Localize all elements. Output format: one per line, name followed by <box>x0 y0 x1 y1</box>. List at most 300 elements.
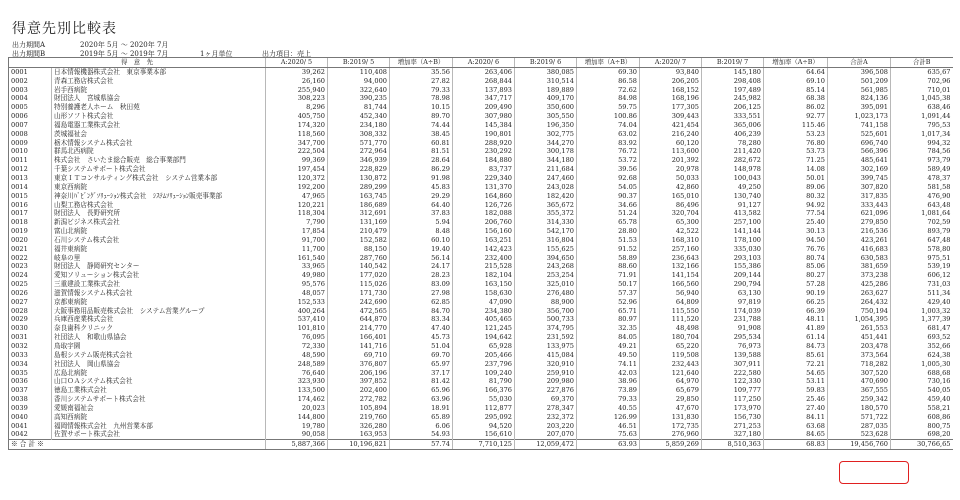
totals-row <box>9 440 953 450</box>
table-cell: 186,689 <box>328 201 390 210</box>
table-cell: 74.11 <box>577 360 640 369</box>
table-cell: 126.99 <box>577 413 640 422</box>
table-cell: 19,780 <box>266 422 328 431</box>
table-cell: 84.05 <box>577 333 640 342</box>
col-header: B:2019/ 6 <box>515 58 577 68</box>
customer-code: 0021 <box>9 245 52 254</box>
table-cell: 48.11 <box>764 315 828 324</box>
table-cell: 81,744 <box>328 103 390 112</box>
table-cell: 65.97 <box>390 360 453 369</box>
table-cell: 232,372 <box>515 413 577 422</box>
table-cell: 65,928 <box>453 342 515 351</box>
table-cell: 259,342 <box>828 395 891 404</box>
customer-name: 神奈川ﾊﾞﾋﾞﾝｸﾞｿﾘｭｰｼｮﾝ株式会社 ｼｽﾃﾑｿﾘｭｰｼｮﾝ販売事業部 <box>52 192 266 201</box>
table-cell: 381,659 <box>828 262 891 271</box>
table-cell: 376,807 <box>328 360 390 369</box>
table-cell: 367,555 <box>828 386 891 395</box>
customer-name: 財団法人 静岡研究センター <box>52 262 266 271</box>
table-cell: 59.83 <box>764 386 828 395</box>
customer-name: 奈良歯科クリニック <box>52 324 266 333</box>
table-cell: 824,136 <box>828 94 891 103</box>
table-cell: 698,20 <box>891 430 953 439</box>
output-item: 出力項目：売上 <box>262 50 311 58</box>
table-cell: 45.73 <box>390 333 453 342</box>
table-cell: 76,973 <box>702 342 764 351</box>
customer-code: 0036 <box>9 377 52 386</box>
table-cell: 643,48 <box>891 201 953 210</box>
table-cell: 168,310 <box>640 236 702 245</box>
table-cell: 109,240 <box>453 369 515 378</box>
table-cell: 182,104 <box>453 271 515 280</box>
table-cell: 171,730 <box>328 289 390 298</box>
table-cell: 228,829 <box>328 165 390 174</box>
table-cell: 571,722 <box>828 413 891 422</box>
table-cell: 120,221 <box>266 201 328 210</box>
table-cell: 973,79 <box>891 156 953 165</box>
table-cell: 19.40 <box>390 245 453 254</box>
table-cell: 5.94 <box>390 218 453 227</box>
table-cell: 54.05 <box>577 183 640 192</box>
customer-name: 三重建設工業株式会社 <box>52 280 266 289</box>
table-cell: 177,020 <box>328 271 390 280</box>
table-cell: 131,830 <box>640 413 702 422</box>
table-cell: 245,982 <box>702 94 764 103</box>
table-row <box>9 271 953 280</box>
table-cell: 1,005,30 <box>891 360 953 369</box>
customer-code: 0019 <box>9 227 52 236</box>
table-cell: 416,683 <box>828 245 891 254</box>
table-row <box>9 67 953 76</box>
table-cell: 399,745 <box>828 174 891 183</box>
table-row <box>9 94 953 103</box>
table-cell: 122,330 <box>702 377 764 386</box>
table-cell: 397,852 <box>328 377 390 386</box>
customer-name: 青森工務店株式会社 <box>52 77 266 86</box>
table-cell: 131,370 <box>453 183 515 192</box>
table-cell: 73.89 <box>577 386 640 395</box>
table-cell: 155,386 <box>702 262 764 271</box>
customer-name: 群馬北西病院 <box>52 147 266 156</box>
table-cell: 105,894 <box>328 404 390 413</box>
table-cell: 566,396 <box>828 147 891 156</box>
table-row <box>9 324 953 333</box>
customer-name: 株式会社 さいたま総合販売 総合事業部門 <box>52 156 266 165</box>
table-cell: 178,100 <box>702 236 764 245</box>
table-cell: 35.56 <box>390 67 453 76</box>
totals-label: ※ 合 計 ※ <box>9 440 266 450</box>
table-cell: 148,978 <box>702 165 764 174</box>
table-cell: 94,520 <box>453 422 515 431</box>
table-row <box>9 139 953 148</box>
table-cell: 76.72 <box>577 147 640 156</box>
table-cell: 540,05 <box>891 386 953 395</box>
table-cell: 268,844 <box>453 77 515 86</box>
table-cell: 511,34 <box>891 289 953 298</box>
table-row <box>9 342 953 351</box>
customer-code: 0031 <box>9 333 52 342</box>
table-cell: 201,392 <box>640 156 702 165</box>
table-cell: 307,980 <box>453 112 515 121</box>
table-row <box>9 201 953 210</box>
table-cell: 356,700 <box>515 307 577 316</box>
customer-name: 高知西病院 <box>52 413 266 422</box>
table-row <box>9 147 953 156</box>
table-cell: 696,740 <box>828 139 891 148</box>
customer-name: 財団法人 長野研究所 <box>52 209 266 218</box>
table-cell: 80.27 <box>764 271 828 280</box>
customer-name: 愛知ソリューション株式会社 <box>52 271 266 280</box>
table-cell: 95,576 <box>266 280 328 289</box>
table-cell: 347,700 <box>266 139 328 148</box>
table-cell: 558,21 <box>891 404 953 413</box>
table-cell: 62.85 <box>390 298 453 307</box>
table-row <box>9 262 953 271</box>
customer-name: 山形ソフト株式会社 <box>52 112 266 121</box>
table-cell: 83.34 <box>390 315 453 324</box>
table-cell: 60.10 <box>390 236 453 245</box>
table-cell: 10,196,821 <box>328 440 390 450</box>
table-cell: 76,095 <box>266 333 328 342</box>
table-cell: 94.92 <box>764 201 828 210</box>
table-cell: 65,679 <box>640 386 702 395</box>
table-cell: 47,670 <box>640 404 702 413</box>
table-cell: 94,000 <box>328 77 390 86</box>
table-cell: 795,53 <box>891 121 953 130</box>
table-cell: 165,010 <box>640 192 702 201</box>
table-cell: 589,49 <box>891 165 953 174</box>
table-cell: 975,51 <box>891 254 953 263</box>
table-row <box>9 280 953 289</box>
table-cell: 307,911 <box>702 360 764 369</box>
table-cell: 79.33 <box>390 86 453 95</box>
customer-name: 福井東病院 <box>52 245 266 254</box>
table-cell: 272,782 <box>328 395 390 404</box>
table-cell: 578,80 <box>891 245 953 254</box>
customer-code: 0030 <box>9 324 52 333</box>
table-cell: 312,691 <box>328 209 390 218</box>
table-cell: 25.46 <box>764 395 828 404</box>
table-cell: 61.14 <box>764 333 828 342</box>
table-cell: 229,340 <box>453 174 515 183</box>
customer-name: 愛媛南福祉会 <box>52 404 266 413</box>
table-row <box>9 209 953 218</box>
table-cell: 152,582 <box>328 236 390 245</box>
table-cell: 365,672 <box>515 201 577 210</box>
table-cell: 66.25 <box>764 298 828 307</box>
table-cell: 168,152 <box>640 86 702 95</box>
table-cell: 459,40 <box>891 395 953 404</box>
customer-code: 0002 <box>9 77 52 86</box>
table-cell: 81,790 <box>453 377 515 386</box>
table-cell: 214,770 <box>328 324 390 333</box>
table-cell: 34.66 <box>577 201 640 210</box>
table-cell: 163,150 <box>453 280 515 289</box>
table-row <box>9 404 953 413</box>
customer-name: 兵庫西産業株式会社 <box>52 315 266 324</box>
table-cell: 624,38 <box>891 351 953 360</box>
table-cell: 30,766,65 <box>891 440 953 450</box>
customer-name: 広島北病院 <box>52 369 266 378</box>
table-cell: 561,985 <box>828 86 891 95</box>
table-cell: 47.40 <box>390 324 453 333</box>
table-cell: 1,023,173 <box>828 112 891 121</box>
table-cell: 65.78 <box>577 218 640 227</box>
table-cell: 539,19 <box>891 262 953 271</box>
customer-name: 福島電器工業株式会社 <box>52 121 266 130</box>
period-a-label: 出力期間A <box>12 41 46 49</box>
table-cell: 1,054,395 <box>828 315 891 324</box>
table-cell: 350,600 <box>515 103 577 112</box>
table-cell: 365,006 <box>702 121 764 130</box>
table-cell: 279,850 <box>828 218 891 227</box>
table-cell: 51.24 <box>577 209 640 218</box>
customer-code: 0023 <box>9 262 52 271</box>
customer-code: 0013 <box>9 174 52 183</box>
col-header: B:2019/ 5 <box>328 58 390 68</box>
table-cell: 236,643 <box>640 254 702 263</box>
table-row <box>9 245 953 254</box>
table-cell: 132,166 <box>640 262 702 271</box>
table-cell: 784,56 <box>891 147 953 156</box>
table-cell: 142,423 <box>453 245 515 254</box>
table-cell: 423,261 <box>828 236 891 245</box>
table-cell: 718,282 <box>828 360 891 369</box>
table-cell: 374,795 <box>515 324 577 333</box>
table-cell: 85.14 <box>764 86 828 95</box>
table-cell: 54.93 <box>390 430 453 439</box>
customer-code: 0041 <box>9 422 52 431</box>
table-cell: 800,75 <box>891 422 953 431</box>
table-cell: 119,508 <box>640 351 702 360</box>
table-cell: 51.53 <box>577 236 640 245</box>
table-cell: 290,794 <box>702 280 764 289</box>
table-cell: 86.29 <box>390 165 453 174</box>
table-cell: 326,280 <box>328 422 390 431</box>
table-cell: 64.40 <box>390 201 453 210</box>
table-cell: 335,030 <box>702 245 764 254</box>
table-cell: 85.61 <box>764 351 828 360</box>
customer-code: 0018 <box>9 218 52 227</box>
table-cell: 211,420 <box>702 147 764 156</box>
table-cell: 409,170 <box>515 94 577 103</box>
table-cell: 293,103 <box>702 254 764 263</box>
customer-name: 新潟ビジネス株式会社 <box>52 218 266 227</box>
table-cell: 49,250 <box>702 183 764 192</box>
table-cell: 117,250 <box>702 395 764 404</box>
customer-name: 徳島工業株式会社 <box>52 386 266 395</box>
table-cell: 133,975 <box>515 342 577 351</box>
table-cell: 264,432 <box>828 298 891 307</box>
period-a-range: 2020年 5月 ～ 2020年 7月 <box>80 41 169 49</box>
col-header: 合計A <box>828 58 891 68</box>
table-row <box>9 121 953 130</box>
table-cell: 58.89 <box>577 254 640 263</box>
table-cell: 47,090 <box>453 298 515 307</box>
customer-code: 0038 <box>9 395 52 404</box>
table-cell: 647,48 <box>891 236 953 245</box>
customer-code: 0039 <box>9 404 52 413</box>
customer-name: 福岡情報株式会社 九州営業本部 <box>52 422 266 431</box>
table-cell: 72.62 <box>577 86 640 95</box>
customer-name: 日本情報機器株式会社 東京事業本部 <box>52 67 266 76</box>
table-cell: 190,801 <box>453 130 515 139</box>
table-cell: 156,610 <box>453 430 515 439</box>
table-cell: 308,332 <box>328 130 390 139</box>
table-cell: 65,220 <box>640 342 702 351</box>
table-cell: 137,893 <box>453 86 515 95</box>
table-cell: 141,716 <box>328 342 390 351</box>
table-cell: 197,454 <box>266 165 328 174</box>
table-cell: 209,980 <box>515 377 577 386</box>
table-cell: 216,240 <box>640 130 702 139</box>
customer-name: 滋賀情報システム株式会社 <box>52 289 266 298</box>
table-cell: 28.80 <box>577 227 640 236</box>
table-cell: 99,369 <box>266 156 328 165</box>
table-cell: 90.19 <box>764 289 828 298</box>
table-cell: 205,466 <box>453 351 515 360</box>
table-row <box>9 174 953 183</box>
table-cell: 158,630 <box>453 289 515 298</box>
table-cell: 92.77 <box>764 112 828 121</box>
table-row <box>9 430 953 439</box>
table-cell: 394,650 <box>515 254 577 263</box>
table-cell: 209,490 <box>453 103 515 112</box>
customer-code: 0029 <box>9 315 52 324</box>
table-cell: 20,023 <box>266 404 328 413</box>
table-cell: 242,690 <box>328 298 390 307</box>
table-cell: 66.39 <box>764 307 828 316</box>
table-cell: 287,035 <box>828 422 891 431</box>
table-cell: 310,514 <box>515 77 577 86</box>
table-cell: 7,790 <box>266 218 328 227</box>
table-cell: 20,978 <box>640 165 702 174</box>
table-cell: 261,553 <box>828 324 891 333</box>
table-cell: 295,534 <box>702 333 764 342</box>
table-cell: 115,026 <box>328 280 390 289</box>
table-cell: 97,819 <box>702 298 764 307</box>
col-header: A:2020/ 7 <box>640 58 702 68</box>
table-row <box>9 315 953 324</box>
customer-code: 0033 <box>9 351 52 360</box>
table-cell: 88,150 <box>328 245 390 254</box>
table-cell: 307,520 <box>828 369 891 378</box>
table-cell: 542,170 <box>515 227 577 236</box>
table-cell: 72.21 <box>764 360 828 369</box>
table-cell: 111,520 <box>640 315 702 324</box>
table-cell: 80.32 <box>764 192 828 201</box>
table-cell: 325,010 <box>515 280 577 289</box>
table-cell: 164,860 <box>453 192 515 201</box>
table-cell: 50.17 <box>577 280 640 289</box>
table-cell: 174,320 <box>266 121 328 130</box>
table-cell: 194,642 <box>453 333 515 342</box>
table-cell: 139,588 <box>702 351 764 360</box>
table-cell: 231,592 <box>515 333 577 342</box>
table-cell: 635,67 <box>891 67 953 76</box>
table-cell: 118,560 <box>266 130 328 139</box>
table-cell: 145,384 <box>453 121 515 130</box>
table-cell: 174,462 <box>266 395 328 404</box>
table-cell: 84.98 <box>577 94 640 103</box>
table-cell: 8,296 <box>266 103 328 112</box>
table-cell: 29.29 <box>390 192 453 201</box>
table-cell: 27.98 <box>390 289 453 298</box>
table-cell: 101,810 <box>266 324 328 333</box>
table-cell: 308,223 <box>266 94 328 103</box>
table-cell: 287,760 <box>328 254 390 263</box>
table-cell: 71.25 <box>764 156 828 165</box>
customer-name: 栃木情報システム株式会社 <box>52 139 266 148</box>
table-cell: 344,180 <box>515 156 577 165</box>
table-cell: 257,160 <box>640 245 702 254</box>
table-cell: 571,770 <box>328 139 390 148</box>
table-cell: 84.70 <box>390 307 453 316</box>
header-row <box>9 58 953 68</box>
table-cell: 425,286 <box>828 280 891 289</box>
customer-code: 0034 <box>9 360 52 369</box>
table-cell: 314,330 <box>515 218 577 227</box>
table-cell: 211,684 <box>515 165 577 174</box>
table-cell: 227,876 <box>515 386 577 395</box>
table-cell: 638,46 <box>891 103 953 112</box>
table-cell: 156,160 <box>453 227 515 236</box>
table-cell: 234,180 <box>328 121 390 130</box>
table-cell: 681,47 <box>891 324 953 333</box>
table-row <box>9 298 953 307</box>
highlight-box <box>839 461 909 484</box>
table-cell: 206,760 <box>453 218 515 227</box>
table-cell: 37.17 <box>390 369 453 378</box>
table-cell: 710,01 <box>891 86 953 95</box>
table-cell: 8.48 <box>390 227 453 236</box>
table-cell: 64,970 <box>640 377 702 386</box>
table-cell: 452,340 <box>328 112 390 121</box>
table-cell: 413,582 <box>702 209 764 218</box>
table-cell: 40.55 <box>577 404 640 413</box>
table-cell: 373,564 <box>828 351 891 360</box>
table-cell: 39,262 <box>266 67 328 76</box>
table-cell: 100,043 <box>702 174 764 183</box>
customer-name: 茨城福祉会 <box>52 130 266 139</box>
table-cell: 243,028 <box>515 183 577 192</box>
table-cell: 232,400 <box>453 254 515 263</box>
table-row <box>9 254 953 263</box>
table-cell: 271,253 <box>702 422 764 431</box>
table-cell: 196,350 <box>515 121 577 130</box>
table-cell: 10.15 <box>390 103 453 112</box>
table-cell: 32.35 <box>577 324 640 333</box>
customer-code: 0040 <box>9 413 52 422</box>
table-cell: 100.86 <box>577 112 640 121</box>
table-cell: 56.14 <box>390 254 453 263</box>
table-cell: 53.23 <box>764 130 828 139</box>
customer-code: 0028 <box>9 307 52 316</box>
table-cell: 91,908 <box>702 324 764 333</box>
table-cell: 320,704 <box>640 209 702 218</box>
table-cell: 57.74 <box>390 440 453 450</box>
table-cell: 263,406 <box>453 67 515 76</box>
table-cell: 174,039 <box>702 307 764 316</box>
table-cell: 257,100 <box>702 218 764 227</box>
table-cell: 166,560 <box>640 280 702 289</box>
table-cell: 112,877 <box>453 404 515 413</box>
customer-code: 0020 <box>9 236 52 245</box>
table-row <box>9 386 953 395</box>
table-cell: 69.70 <box>390 351 453 360</box>
table-row <box>9 103 953 112</box>
table-cell: 344,270 <box>515 139 577 148</box>
table-cell: 94.50 <box>764 236 828 245</box>
